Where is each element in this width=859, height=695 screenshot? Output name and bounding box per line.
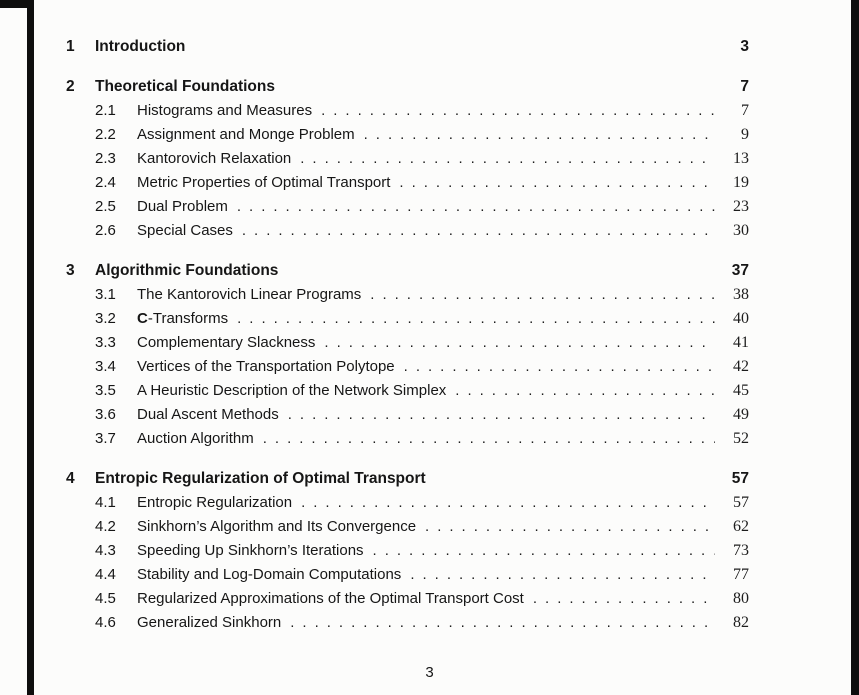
dot-leader	[281, 611, 715, 635]
toc-chapter	[66, 75, 749, 243]
section-title: A Heuristic Description of the Network Simplex	[137, 382, 447, 399]
chapter-page-number: 3	[740, 38, 749, 55]
dot-leader	[390, 171, 715, 195]
section-title: Auction Algorithm	[137, 430, 254, 447]
section-title: Sinkhorn’s Algorithm and Its Convergence	[137, 518, 417, 535]
scan-edge-top-corner	[0, 0, 34, 8]
section-page-number: 45	[733, 382, 749, 399]
chapter-page-number: 57	[731, 470, 749, 487]
dot-leader	[355, 123, 715, 147]
section-title: Speeding Up Sinkhorn’s Iterations	[137, 542, 364, 559]
chapter-page-number: 37	[731, 262, 749, 279]
toc-section-row[interactable]	[95, 219, 749, 243]
section-page-number: 7	[741, 102, 749, 119]
section-number: 3.5	[95, 382, 116, 399]
section-page-number: 52	[733, 430, 749, 447]
page-footer	[0, 664, 859, 681]
section-number: 3.2	[95, 310, 116, 327]
section-title: Metric Properties of Optimal Transport	[137, 174, 391, 191]
section-number: 4.4	[95, 566, 116, 583]
section-number: 3.7	[95, 430, 116, 447]
dot-leader	[279, 403, 715, 427]
toc-section-row[interactable]	[95, 283, 749, 307]
toc-section-row[interactable]	[95, 491, 749, 515]
dot-leader	[395, 355, 715, 379]
table-of-contents	[66, 35, 749, 635]
dot-leader	[291, 147, 715, 171]
dot-leader	[416, 515, 715, 539]
section-number: 2.1	[95, 102, 116, 119]
section-page-number: 30	[733, 222, 749, 239]
chapter-number: 3	[66, 262, 75, 279]
toc-section-row[interactable]	[95, 427, 749, 451]
section-number: 2.5	[95, 198, 116, 215]
toc-section-row[interactable]	[95, 355, 749, 379]
section-number: 2.4	[95, 174, 116, 191]
section-page-number: 62	[733, 518, 749, 535]
toc-section-row[interactable]	[95, 563, 749, 587]
scan-edge-right	[851, 0, 859, 695]
chapter-title: Algorithmic Foundations	[95, 262, 279, 279]
dot-leader	[446, 379, 715, 403]
chapter-title: Entropic Regularization of Optimal Transport	[95, 470, 426, 487]
section-title: Generalized Sinkhorn	[137, 614, 282, 631]
section-page-number: 23	[733, 198, 749, 215]
section-title: C-Transforms	[137, 310, 229, 327]
section-title: Vertices of the Transportation Polytope	[137, 358, 395, 375]
toc-section-row[interactable]	[95, 195, 749, 219]
section-page-number: 80	[733, 590, 749, 607]
toc-section-row[interactable]	[95, 147, 749, 171]
chapter-sections	[66, 99, 749, 243]
section-title: Regularized Approximations of the Optimal Transport Cost	[137, 590, 524, 607]
toc-chapter-row[interactable]	[66, 75, 749, 99]
dot-leader	[364, 539, 715, 563]
section-number: 2.2	[95, 126, 116, 143]
toc-chapter	[66, 35, 749, 59]
section-number: 2.3	[95, 150, 116, 167]
toc-section-row[interactable]	[95, 611, 749, 635]
toc-section-row[interactable]	[95, 539, 749, 563]
toc-section-row[interactable]	[95, 331, 749, 355]
section-page-number: 41	[733, 334, 749, 351]
dot-leader	[361, 283, 715, 307]
toc-chapter-row[interactable]	[66, 35, 749, 59]
section-title: Complementary Slackness	[137, 334, 316, 351]
section-page-number: 57	[733, 494, 749, 511]
chapter-sections	[66, 283, 749, 451]
section-page-number: 73	[733, 542, 749, 559]
toc-section-row[interactable]	[95, 379, 749, 403]
section-page-number: 40	[733, 310, 749, 327]
dot-leader	[233, 219, 715, 243]
section-title: Assignment and Monge Problem	[137, 126, 355, 143]
toc-chapter-row[interactable]	[66, 259, 749, 283]
dot-leader	[312, 99, 715, 123]
dot-leader	[228, 195, 715, 219]
section-title: Dual Problem	[137, 198, 228, 215]
section-page-number: 77	[733, 566, 749, 583]
toc-section-row[interactable]	[95, 403, 749, 427]
section-title: Entropic Regularization	[137, 494, 293, 511]
section-number: 3.3	[95, 334, 116, 351]
chapter-number: 4	[66, 470, 75, 487]
toc-chapter-row[interactable]	[66, 467, 749, 491]
chapter-page-number: 7	[740, 78, 749, 95]
toc-section-row[interactable]	[95, 171, 749, 195]
section-number: 3.6	[95, 406, 116, 423]
section-number: 2.6	[95, 222, 116, 239]
section-number: 4.6	[95, 614, 116, 631]
section-title: Kantorovich Relaxation	[137, 150, 292, 167]
section-number: 3.4	[95, 358, 116, 375]
section-number: 3.1	[95, 286, 116, 303]
section-number: 4.3	[95, 542, 116, 559]
toc-section-row[interactable]	[95, 307, 749, 331]
dot-leader	[254, 427, 715, 451]
section-page-number: 42	[733, 358, 749, 375]
toc-chapter	[66, 259, 749, 451]
section-page-number: 9	[741, 126, 749, 143]
section-title: Dual Ascent Methods	[137, 406, 279, 423]
toc-section-row[interactable]	[95, 587, 749, 611]
chapter-title: Theoretical Foundations	[95, 78, 275, 95]
toc-chapter	[66, 467, 749, 635]
toc-section-row[interactable]	[95, 123, 749, 147]
section-number: 4.1	[95, 494, 116, 511]
section-page-number: 82	[733, 614, 749, 631]
dot-leader	[292, 491, 715, 515]
section-page-number: 13	[733, 150, 749, 167]
section-title: The Kantorovich Linear Programs	[137, 286, 362, 303]
dot-leader	[524, 587, 715, 611]
section-title: Special Cases	[137, 222, 233, 239]
scan-edge-left	[27, 0, 34, 695]
chapter-number: 1	[66, 38, 75, 55]
chapter-sections	[66, 491, 749, 635]
section-page-number: 19	[733, 174, 749, 191]
chapter-title: Introduction	[95, 38, 186, 55]
page-number: 3	[425, 664, 434, 681]
section-title: Stability and Log-Domain Computations	[137, 566, 402, 583]
section-number: 4.5	[95, 590, 116, 607]
section-number: 4.2	[95, 518, 116, 535]
section-page-number: 38	[733, 286, 749, 303]
section-page-number: 49	[733, 406, 749, 423]
dot-leader	[401, 563, 715, 587]
dot-leader	[228, 307, 715, 331]
section-title: Histograms and Measures	[137, 102, 313, 119]
dot-leader	[315, 331, 715, 355]
chapter-number: 2	[66, 78, 75, 95]
toc-section-row[interactable]	[95, 515, 749, 539]
toc-section-row[interactable]	[95, 99, 749, 123]
